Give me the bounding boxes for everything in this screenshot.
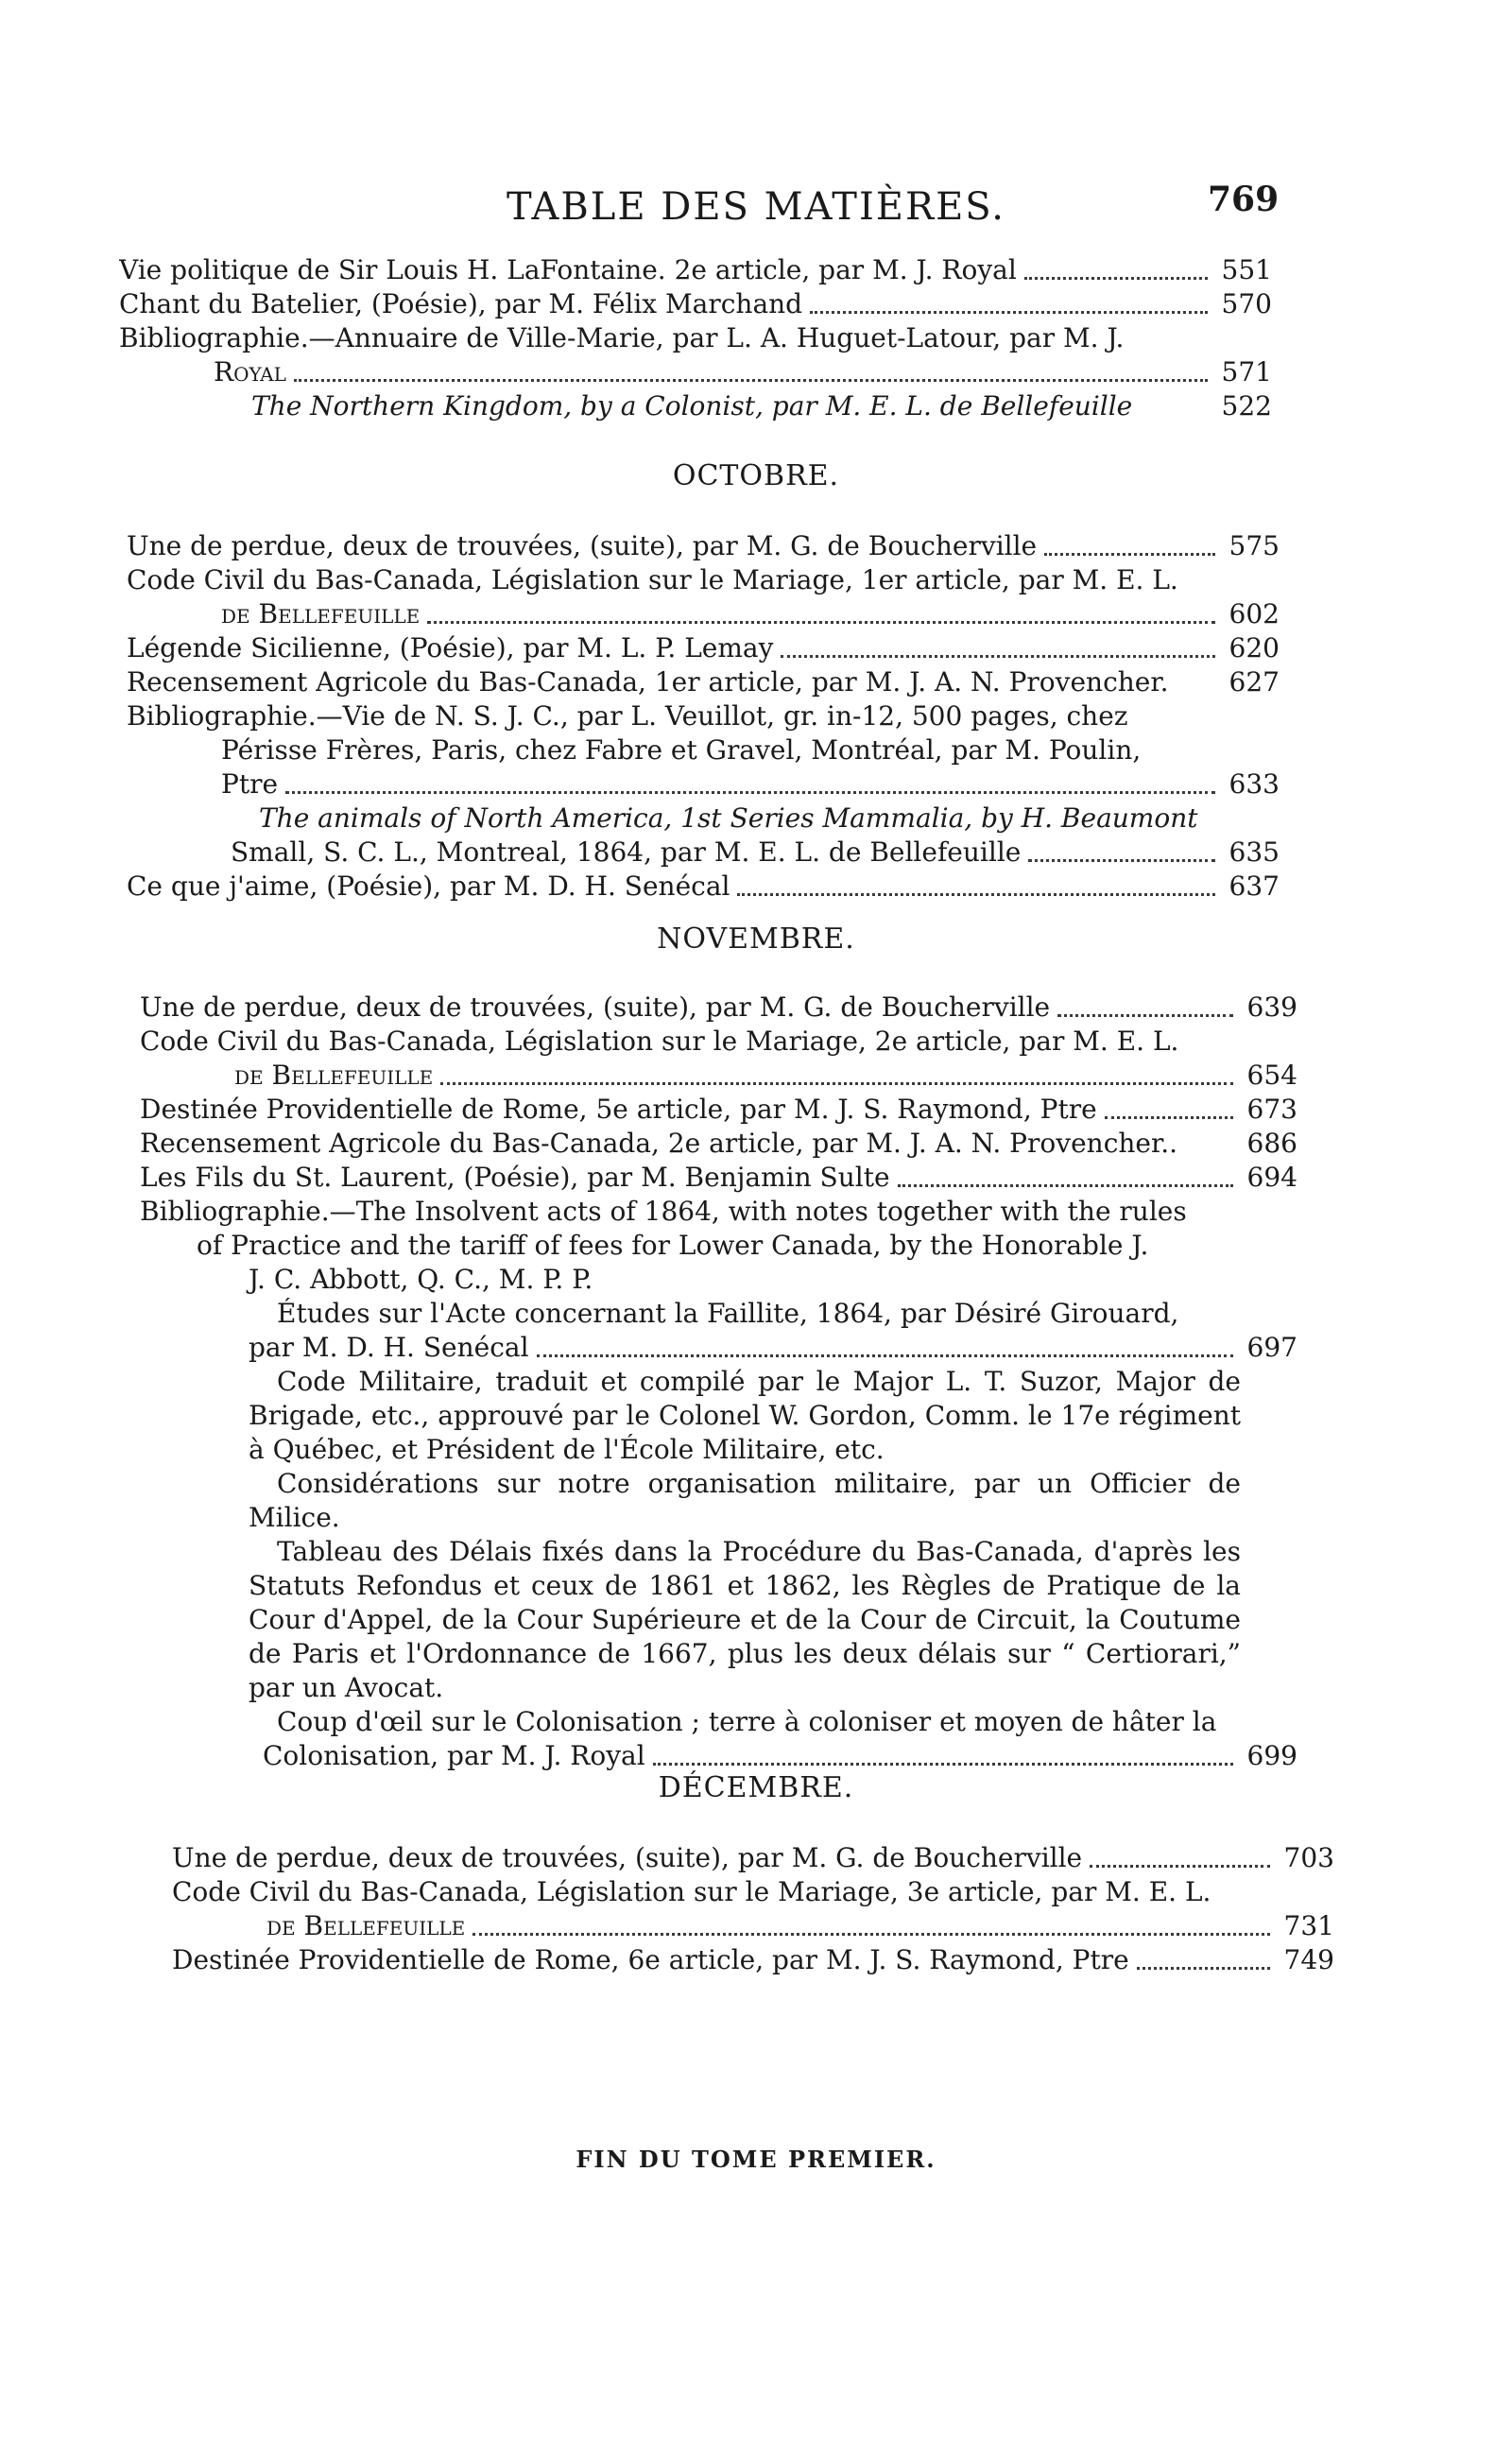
entry-text: Les Fils du St. Laurent, (Poésie), par M. Benjamin Sulte — [140, 1162, 890, 1193]
entry-text: Bibliographie.—Annuaire de Ville-Marie, par L. A. Huguet-Latour, par M. J. — [119, 322, 1125, 353]
entry-text: Code Civil du Bas-Canada, Législation sur le Mariage, 3e article, par M. E. L. — [172, 1876, 1211, 1907]
leader-dots — [898, 1184, 1233, 1187]
toc-block-octobre — [0, 529, 1280, 904]
entry-page: 551 — [1221, 254, 1272, 285]
entry-page: 635 — [1228, 836, 1280, 868]
entry-text: Recensement Agricole du Bas-Canada, 2e article, par M. J. A. N. Provencher.. — [140, 1128, 1178, 1159]
leader-dots — [285, 791, 1215, 794]
entry-text: Ce que j'aime, (Poésie), par M. D. H. Senécal — [127, 871, 730, 902]
entry-text: Une de perdue, deux de trouvées, (suite), par M. G. de Boucherville — [172, 1842, 1083, 1873]
toc-entry — [140, 1127, 1297, 1161]
page-title: TABLE DES MATIÈRES. — [507, 185, 1005, 229]
leader-dots — [1105, 1116, 1233, 1119]
leader-dots — [1137, 1967, 1270, 1970]
entry-text: Recensement Agricole du Bas-Canada, 1er article, par M. J. A. N. Provencher. — [127, 666, 1169, 698]
toc-block-novembre — [0, 991, 1297, 1773]
leader-dots — [737, 893, 1215, 896]
entry-page: 694 — [1246, 1162, 1297, 1193]
leader-dots — [440, 1082, 1233, 1085]
entry-page: 571 — [1221, 356, 1272, 388]
entry-page: 686 — [1246, 1128, 1297, 1159]
toc-entry — [127, 563, 1280, 631]
toc-entry — [127, 870, 1280, 904]
toc-entry — [119, 287, 1272, 321]
entry-text-cont: Colonisation, par M. J. Royal — [263, 1740, 645, 1771]
entry-page: 627 — [1228, 666, 1280, 698]
entry-page: 731 — [1283, 1910, 1334, 1941]
entry-page: 699 — [1246, 1740, 1297, 1771]
entry-text: Vie politique de Sir Louis H. LaFontaine. 2e article, par M. J. Royal — [119, 254, 1017, 285]
toc-entry — [140, 1025, 1297, 1093]
toc-block-decembre — [0, 1841, 1334, 1977]
entry-text-cont: Royal — [214, 356, 286, 388]
paragraph-tableau: Tableau des Délais fixés dans la Procédure du Bas-Canada, d'après les Statuts Refondus et ceux de 1861 et 1862, les Règles de Pratique de la Cour d'Appel, de la Cour Supérieure et de la Cour de Circuit, la Coutume de Paris et l'Ordonnance de 1667, plus les deux délais sur “ Certiorari,” par un Avocat. — [249, 1536, 1241, 1703]
entry-page: 673 — [1246, 1094, 1297, 1125]
entry-page: 637 — [1228, 871, 1280, 902]
toc-entry — [172, 1875, 1334, 1943]
entry-text: Coup d'œil sur le Colonisation ; terre à coloniser et moyen de hâter la — [277, 1706, 1217, 1737]
leader-dots — [1044, 553, 1215, 556]
entry-page: 639 — [1246, 991, 1297, 1023]
entry-text: Légende Sicilienne, (Poésie), par M. L. P. Lemay — [127, 632, 774, 664]
entry-page: 703 — [1283, 1842, 1334, 1873]
toc-entry — [127, 699, 1280, 802]
entry-page: 575 — [1228, 530, 1280, 561]
entry-page: 633 — [1228, 768, 1280, 800]
page-number: 769 — [1208, 180, 1280, 219]
entry-text: Une de perdue, deux de trouvées, (suite), par M. G. de Boucherville — [140, 991, 1051, 1023]
toc-entry — [172, 1943, 1334, 1977]
entry-text-cont: Ptre — [221, 768, 279, 800]
section-heading-novembre: NOVEMBRE. — [657, 922, 855, 956]
entry-page: 620 — [1228, 632, 1280, 664]
leader-dots — [1090, 1865, 1270, 1868]
toc-entry — [140, 1093, 1297, 1127]
section-heading-octobre: OCTOBRE. — [672, 459, 840, 492]
leader-dots — [781, 655, 1215, 658]
toc-entry — [140, 1161, 1297, 1195]
toc-block-top — [0, 253, 1272, 423]
bibliographie-block — [140, 1195, 1297, 1773]
entry-text-cont: de Bellefeuille — [234, 1060, 434, 1091]
entry-text-cont: de Bellefeuille — [221, 598, 421, 629]
entry-text-cont: Small, S. C. L., Montreal, 1864, par M. E. L. de Bellefeuille — [231, 836, 1022, 868]
toc-entry — [119, 389, 1272, 423]
toc-entry — [140, 991, 1297, 1025]
entry-page: 570 — [1221, 288, 1272, 319]
leader-dots — [810, 311, 1208, 314]
end-of-volume-note: FIN DU TOME PREMIER. — [576, 2146, 936, 2173]
toc-entry — [119, 253, 1272, 287]
entry-page: 602 — [1228, 598, 1280, 629]
entry-text-cont: de Bellefeuille — [266, 1910, 466, 1941]
entry-text: Bibliographie.—Vie de N. S. J. C., par L. Veuillot, gr. in-12, 500 pages, chez — [127, 700, 1128, 732]
leader-dots — [1024, 277, 1208, 280]
entry-text: Destinée Providentielle de Rome, 5e article, par M. J. S. Raymond, Ptre — [140, 1094, 1097, 1125]
toc-entry — [127, 529, 1280, 563]
entry-page: 697 — [1246, 1332, 1297, 1363]
toc-entry — [127, 631, 1280, 665]
toc-entry — [127, 802, 1280, 870]
entry-page: 654 — [1246, 1060, 1297, 1091]
entry-page: 749 — [1283, 1944, 1334, 1975]
leader-dots — [294, 379, 1208, 382]
entry-text: Études sur l'Acte concernant la Faillite, 1864, par Désiré Girouard, — [277, 1298, 1179, 1329]
leader-dots — [1028, 859, 1215, 862]
entry-text: The animals of North America, 1st Series Mammalia, by H. Beaumont — [259, 802, 1198, 834]
entry-text-cont: Périsse Frères, Paris, chez Fabre et Gravel, Montréal, par M. Poulin, — [221, 734, 1142, 766]
entry-text-cont: par M. D. H. Senécal — [249, 1332, 529, 1363]
entry-text: The Northern Kingdom, by a Colonist, par M. E. L. de Bellefeuille — [251, 390, 1133, 422]
entry-text: Une de perdue, deux de trouvées, (suite), par M. G. de Boucherville — [127, 530, 1038, 561]
leader-dots — [472, 1933, 1270, 1936]
entry-text: Chant du Batelier, (Poésie), par M. Félix Marchand — [119, 288, 803, 319]
entry-text: Code Civil du Bas-Canada, Législation sur le Mariage, 2e article, par M. E. L. — [140, 1026, 1179, 1057]
toc-entry — [172, 1841, 1334, 1875]
leader-dots — [427, 621, 1215, 624]
leader-dots — [1057, 1014, 1233, 1017]
section-heading-decembre: DÉCEMBRE. — [658, 1771, 854, 1804]
entry-text-cont: of Practice and the tariff of fees for Lower Canada, by the Honorable J. — [197, 1230, 1149, 1261]
paragraph-considerations: Considérations sur notre organisation militaire, par un Officier de Milice. — [249, 1468, 1241, 1533]
leader-dots — [537, 1354, 1233, 1357]
toc-entry — [119, 321, 1272, 389]
leader-dots — [653, 1763, 1233, 1766]
toc-entry — [127, 665, 1280, 699]
entry-text: Destinée Providentielle de Rome, 6e article, par M. J. S. Raymond, Ptre — [172, 1944, 1129, 1975]
entry-text: Code Civil du Bas-Canada, Législation sur le Mariage, 1er article, par M. E. L. — [127, 564, 1178, 595]
entry-text: Bibliographie.—The Insolvent acts of 1864, with notes together with the rules — [140, 1196, 1187, 1227]
paragraph-code-militaire: Code Militaire, traduit et compilé par le Major L. T. Suzor, Major de Brigade, etc., approuvé par le Colonel W. Gordon, Comm. le 17e régiment à Québec, et Président de l'École Militaire, etc. — [249, 1366, 1241, 1465]
entry-page: 522 — [1221, 390, 1272, 422]
entry-text-cont: J. C. Abbott, Q. C., M. P. P. — [249, 1264, 593, 1295]
